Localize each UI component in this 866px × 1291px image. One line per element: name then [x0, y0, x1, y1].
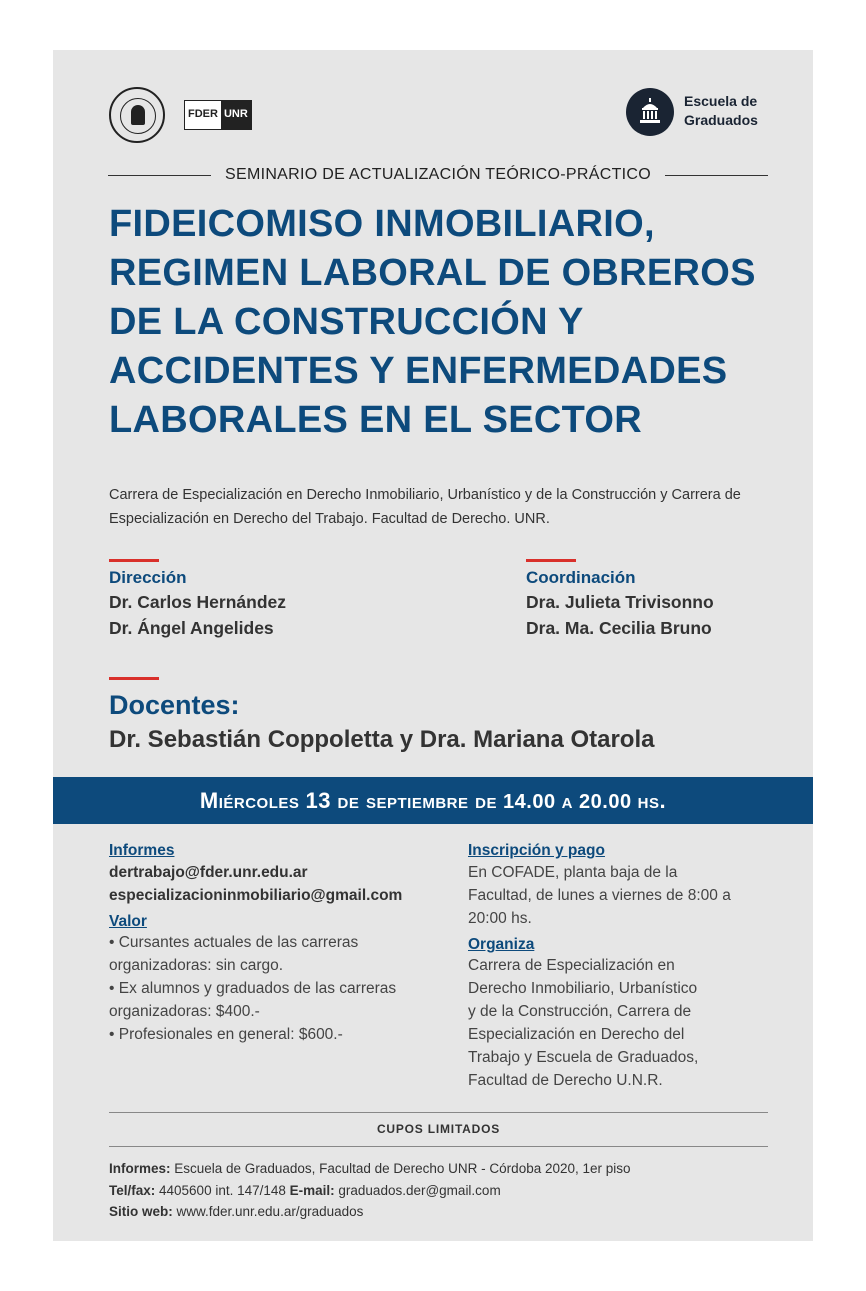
direccion-name: Dr. Carlos Hernández — [109, 592, 286, 612]
footer-contact — [109, 1158, 631, 1223]
date-weekday-rest: iércoles — [218, 788, 300, 813]
end-time: 20.00 — [579, 791, 632, 813]
inscripcion-line: Facultad, de lunes a viernes de 8:00 a — [468, 887, 731, 904]
inscripcion-line: En COFADE, planta baja de la — [468, 864, 678, 881]
footer-web-label: Sitio web: — [109, 1204, 173, 1219]
seminar-heading-row — [108, 163, 768, 187]
unr-logo-text: UNR — [221, 101, 251, 129]
footer-web-link[interactable]: www.fder.unr.edu.ar/graduados — [172, 1204, 364, 1219]
docentes-heading: Docentes: — [109, 690, 240, 720]
direccion-heading: Dirección — [109, 568, 187, 587]
valor-line: • Cursantes actuales de las carreras — [109, 934, 359, 951]
organiza-line: y de la Construcción, Carrera de — [468, 1003, 692, 1020]
date-banner — [53, 777, 813, 824]
title-line: FIDEICOMISO INMOBILIARIO, — [109, 203, 655, 245]
coordinacion-name: Dra. Ma. Cecilia Bruno — [526, 618, 712, 638]
informes-email[interactable]: especializacioninmobiliario@gmail.com — [109, 887, 403, 904]
unr-seal-logo — [109, 87, 165, 143]
coordinacion-block — [526, 559, 714, 641]
organiza-heading: Organiza — [468, 936, 535, 953]
organiza-line: Trabajo y Escuela de Graduados, — [468, 1049, 699, 1066]
informes-email[interactable]: dertrabajo@fder.unr.edu.ar — [109, 864, 308, 881]
escuela-graduados-label — [684, 92, 758, 130]
inscripcion-line: 20:00 hs. — [468, 910, 532, 927]
title-line: ACCIDENTES Y ENFERMEDADES — [109, 350, 728, 392]
subtitle: Carrera de Especialización en Derecho Inmobiliario, Urbanístico y de la Construcción y Carrera de Especialización en Derecho del Trabajo. Facultad de Derecho. UNR. — [109, 487, 741, 527]
start-time: 14.00 — [503, 791, 556, 813]
footer-email-value[interactable]: graduados.der@gmail.com — [334, 1182, 501, 1198]
date-weekday-initial: M — [199, 788, 219, 813]
date-connector: a — [561, 788, 573, 813]
divider-right — [665, 175, 768, 176]
info-right-column — [468, 842, 768, 1092]
fder-logo-text: FDER — [185, 101, 221, 129]
fder-unr-logo — [184, 100, 252, 130]
valor-line: • Profesionales en general: $600.- — [109, 1026, 343, 1043]
seminar-heading: SEMINARIO DE ACTUALIZACIÓN TEÓRICO-PRÁCTICO — [225, 166, 651, 183]
valor-heading: Valor — [109, 913, 147, 930]
docentes-names: Dr. Sebastián Coppoletta y Dra. Mariana Otarola — [109, 726, 655, 753]
hours-suffix: hs. — [637, 788, 667, 813]
date-text: 13 de septiembre de — [305, 788, 497, 813]
coordinacion-name: Dra. Julieta Trivisonno — [526, 592, 714, 612]
cupos-limitados: CUPOS LIMITADOS — [376, 1122, 501, 1136]
escuela-line-2: Graduados — [684, 112, 758, 128]
valor-line: organizadoras: $400.- — [109, 1003, 260, 1020]
valor-line: organizadoras: sin cargo. — [109, 957, 284, 974]
escuela-graduados-icon — [626, 88, 674, 136]
red-accent-bar — [526, 559, 576, 562]
red-accent-bar — [109, 677, 159, 680]
footer-email-label: E-mail: — [289, 1182, 335, 1198]
divider-left — [108, 175, 211, 176]
red-accent-bar — [109, 559, 159, 562]
footer-tel-label: Tel/fax: — [109, 1182, 156, 1198]
poster — [53, 50, 813, 1241]
escuela-line-1: Escuela de — [684, 93, 758, 109]
divider-top — [109, 1112, 768, 1113]
organiza-line: Derecho Inmobiliario, Urbanístico — [468, 980, 698, 997]
title-line: DE LA CONSTRUCCIÓN Y — [109, 301, 584, 343]
organiza-line: Carrera de Especialización en — [468, 957, 675, 974]
valor-line: • Ex alumnos y graduados de las carreras — [109, 980, 397, 997]
title-line: REGIMEN LABORAL DE OBREROS — [109, 252, 756, 294]
footer-informes-label: Informes: — [109, 1161, 171, 1176]
organiza-line: Especialización en Derecho del — [468, 1026, 685, 1043]
title-line: LABORALES EN EL SECTOR — [109, 399, 643, 441]
footer-informes-value: Escuela de Graduados, Facultad de Derecho UNR - Córdoba 2020, 1er piso — [170, 1161, 631, 1176]
info-left-column — [109, 842, 402, 1046]
informes-heading: Informes — [109, 842, 175, 859]
page-title — [109, 200, 789, 445]
divider-bottom — [109, 1146, 768, 1147]
footer-tel-value: 4405600 int. 147/148 — [155, 1182, 290, 1198]
coordinacion-heading: Coordinación — [526, 568, 636, 587]
direccion-block — [109, 559, 286, 641]
organiza-line: Facultad de Derecho U.N.R. — [468, 1072, 663, 1089]
inscripcion-heading: Inscripción y pago — [468, 842, 605, 859]
direccion-name: Dr. Ángel Angelides — [109, 618, 274, 638]
